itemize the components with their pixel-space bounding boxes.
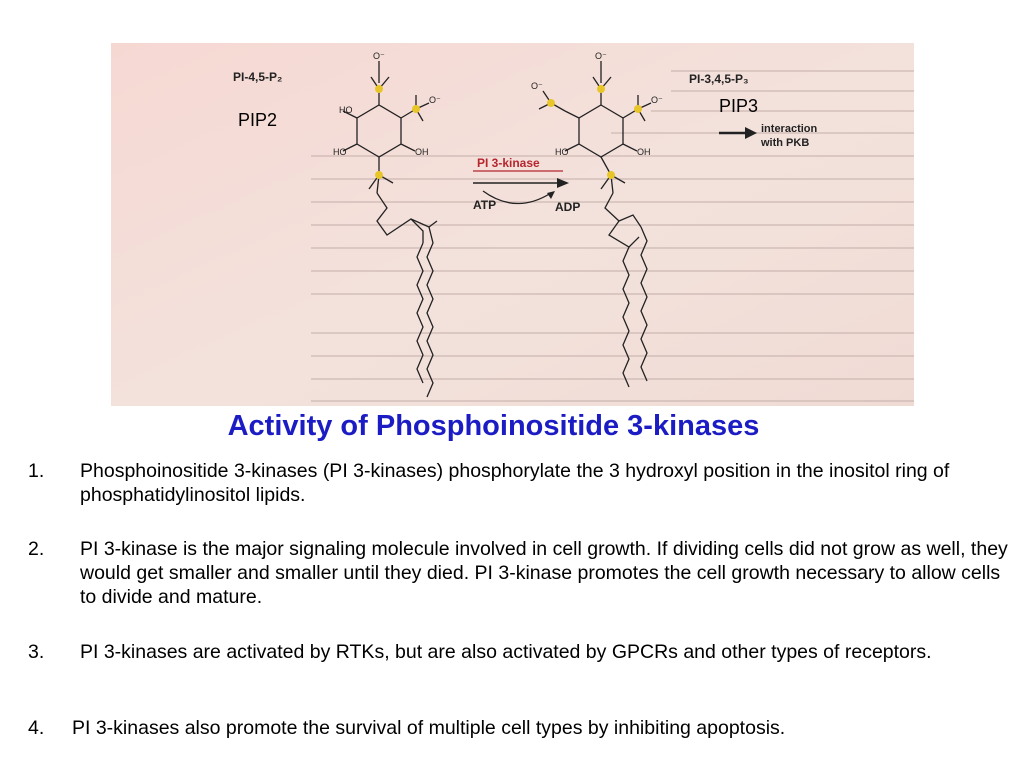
svg-text:HO: HO xyxy=(333,147,347,157)
pip3-name-label: PIP3 xyxy=(719,96,759,116)
list-item xyxy=(28,716,1018,740)
list-item-text: PI 3-kinases also promote the survival of multiple cell types by inhibiting apoptosis. xyxy=(72,717,786,739)
pip3-chemical-label: PI-3,4,5-P₃ xyxy=(689,72,749,86)
pip2-chemical-label: PI-4,5-P₂ xyxy=(233,70,283,84)
list-item-number: 3. xyxy=(28,641,45,663)
list-item-number: 2. xyxy=(28,538,45,560)
svg-text:HO: HO xyxy=(555,147,569,157)
pip3-phosphate-1 xyxy=(607,171,615,179)
list-item xyxy=(28,640,1018,664)
svg-text:HO: HO xyxy=(339,105,353,115)
list-item-text: PI 3-kinases are activated by RTKs, but are also activated by GPCRs and other types of receptors. xyxy=(80,641,932,663)
pip2-phosphate-1 xyxy=(375,171,383,179)
list-item-text: PI 3-kinase is the major signaling molecule involved in cell growth. If dividing cells did not grow as well, they would get smaller and smaller until they died. PI 3-kinase promotes the cell growth necessary to allow cells to divide and mature. xyxy=(80,538,1008,608)
list-item-number: 4. xyxy=(28,717,45,739)
svg-text:O⁻: O⁻ xyxy=(651,95,663,105)
pip2-phosphate-5 xyxy=(375,85,383,93)
svg-text:O⁻: O⁻ xyxy=(373,51,385,61)
pip2-name-label: PIP2 xyxy=(238,110,278,130)
svg-text:O⁻: O⁻ xyxy=(531,81,543,91)
pip3-phosphate-3 xyxy=(547,99,555,107)
svg-text:O⁻: O⁻ xyxy=(429,95,441,105)
list-item-number: 1. xyxy=(28,460,45,482)
pi3k-reaction-figure xyxy=(111,43,914,406)
svg-text:OH: OH xyxy=(637,147,651,157)
interaction-label-line1: interaction xyxy=(761,123,818,135)
list-item xyxy=(28,459,1018,507)
enzyme-label: PI 3-kinase xyxy=(477,156,540,170)
interaction-label-line2: with PKB xyxy=(761,137,810,149)
adp-label: ADP xyxy=(555,200,581,214)
slide-title: Activity of Phosphoinositide 3-kinases xyxy=(227,410,760,442)
list-item xyxy=(28,537,1018,609)
atp-label: ATP xyxy=(473,198,497,212)
svg-text:O⁻: O⁻ xyxy=(595,51,607,61)
pip3-phosphate-4 xyxy=(634,105,642,113)
pip3-phosphate-5 xyxy=(597,85,605,93)
list-item-text: Phosphoinositide 3-kinases (PI 3-kinases) phosphorylate the 3 hydroxyl position in the inositol ring of phosphatidylinositol lipids. xyxy=(80,460,950,506)
svg-text:OH: OH xyxy=(415,147,429,157)
reaction-diagram xyxy=(111,43,914,406)
pip2-phosphate-4 xyxy=(412,105,420,113)
